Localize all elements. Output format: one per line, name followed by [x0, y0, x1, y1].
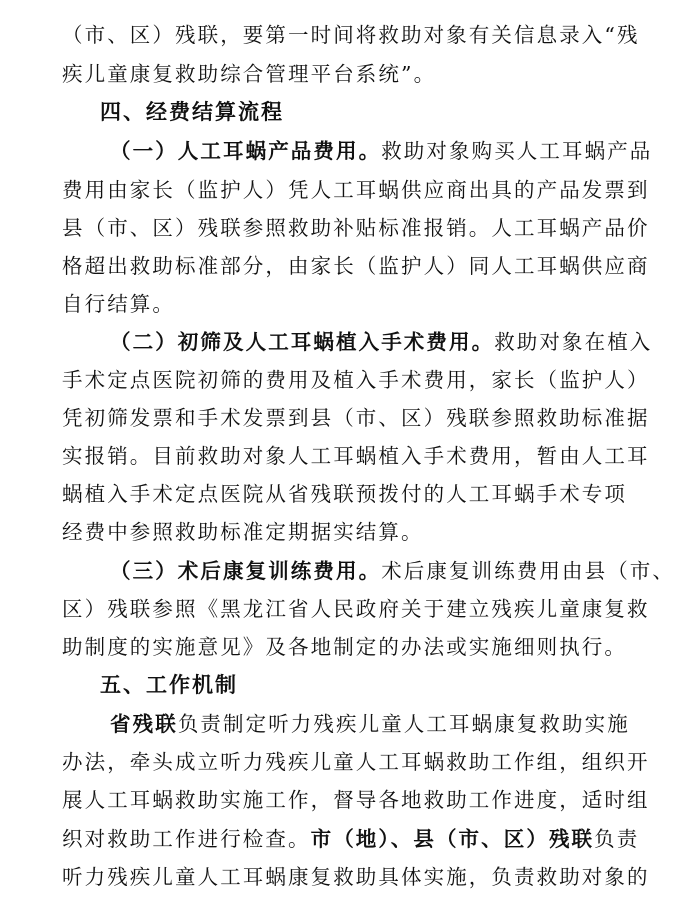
line-text: 负责 [594, 827, 640, 851]
item-lead: 省残联 [110, 712, 178, 736]
item-lead: （三）术后康复训练费用。 [110, 559, 382, 583]
line-text: 织对救助工作进行检查。 [62, 827, 311, 851]
item-lead: （二）初筛及人工耳蜗植入手术费用。 [110, 330, 495, 354]
paragraph-line: 格超出救助标准部分，由家长（监护人）同人工耳蜗供应商 [62, 254, 650, 278]
paragraph-line: 县（市、区）残联参照救助补贴标准报销。人工耳蜗产品价 [62, 216, 650, 240]
paragraph-line: 手术定点医院初筛的费用及植入手术费用，家长（监护人） [62, 368, 650, 392]
paragraph-line: 费用由家长（监护人）凭人工耳蜗供应商出具的产品发票到 [62, 178, 650, 202]
paragraph-line: 疾儿童康复救助综合管理平台系统”。 [62, 62, 437, 86]
line-text: 术后康复训练费用由县（市、 [381, 559, 675, 583]
line-text: 救助对象在植入 [494, 330, 653, 354]
paragraph-line [110, 710, 630, 738]
paragraph-line [110, 328, 653, 356]
paragraph-line: 听力残疾儿童人工耳蜗康复救助具体实施，负责救助对象的 [62, 865, 650, 889]
paragraph-line: 实报销。目前救助对象人工耳蜗植入手术费用，暂由人工耳 [62, 444, 650, 468]
line-text: 救助对象购买人工耳蜗产品 [381, 139, 653, 163]
item-lead: （一）人工耳蜗产品费用。 [110, 139, 382, 163]
paragraph-line: 展人工耳蜗救助实施工作，督导各地救助工作进度，适时组 [62, 788, 650, 812]
section-heading-4: 四、经费结算流程 [100, 100, 284, 124]
line-text: 负责制定听力残疾儿童人工耳蜗康复救助实施 [177, 712, 630, 736]
section-heading-5: 五、工作机制 [100, 673, 238, 697]
inline-emphasis: 市（地）、县（市、区）残联 [310, 827, 595, 851]
paragraph-line: 蜗植入手术定点医院从省残联预拨付的人工耳蜗手术专项 [62, 482, 627, 506]
paragraph-line [62, 825, 640, 853]
paragraph-line: 凭初筛发票和手术发票到县（市、区）残联参照救助标准据 [62, 406, 650, 430]
paragraph-line: （市、区）残联，要第一时间将救助对象有关信息录入“残 [62, 23, 640, 47]
paragraph-line [110, 557, 675, 585]
paragraph-line [110, 137, 653, 165]
paragraph-line: 助制度的实施意见》及各地制定的办法或实施细则执行。 [62, 635, 627, 659]
paragraph-line: 区）残联参照《黑龙江省人民政府关于建立残疾儿童康复救 [62, 597, 650, 621]
paragraph-line: 办法，牵头成立听力残疾儿童人工耳蜗救助工作组，组织开 [62, 750, 650, 774]
paragraph-line: 自行结算。 [62, 292, 175, 316]
paragraph-line: 经费中参照救助标准定期据实结算。 [62, 520, 424, 544]
